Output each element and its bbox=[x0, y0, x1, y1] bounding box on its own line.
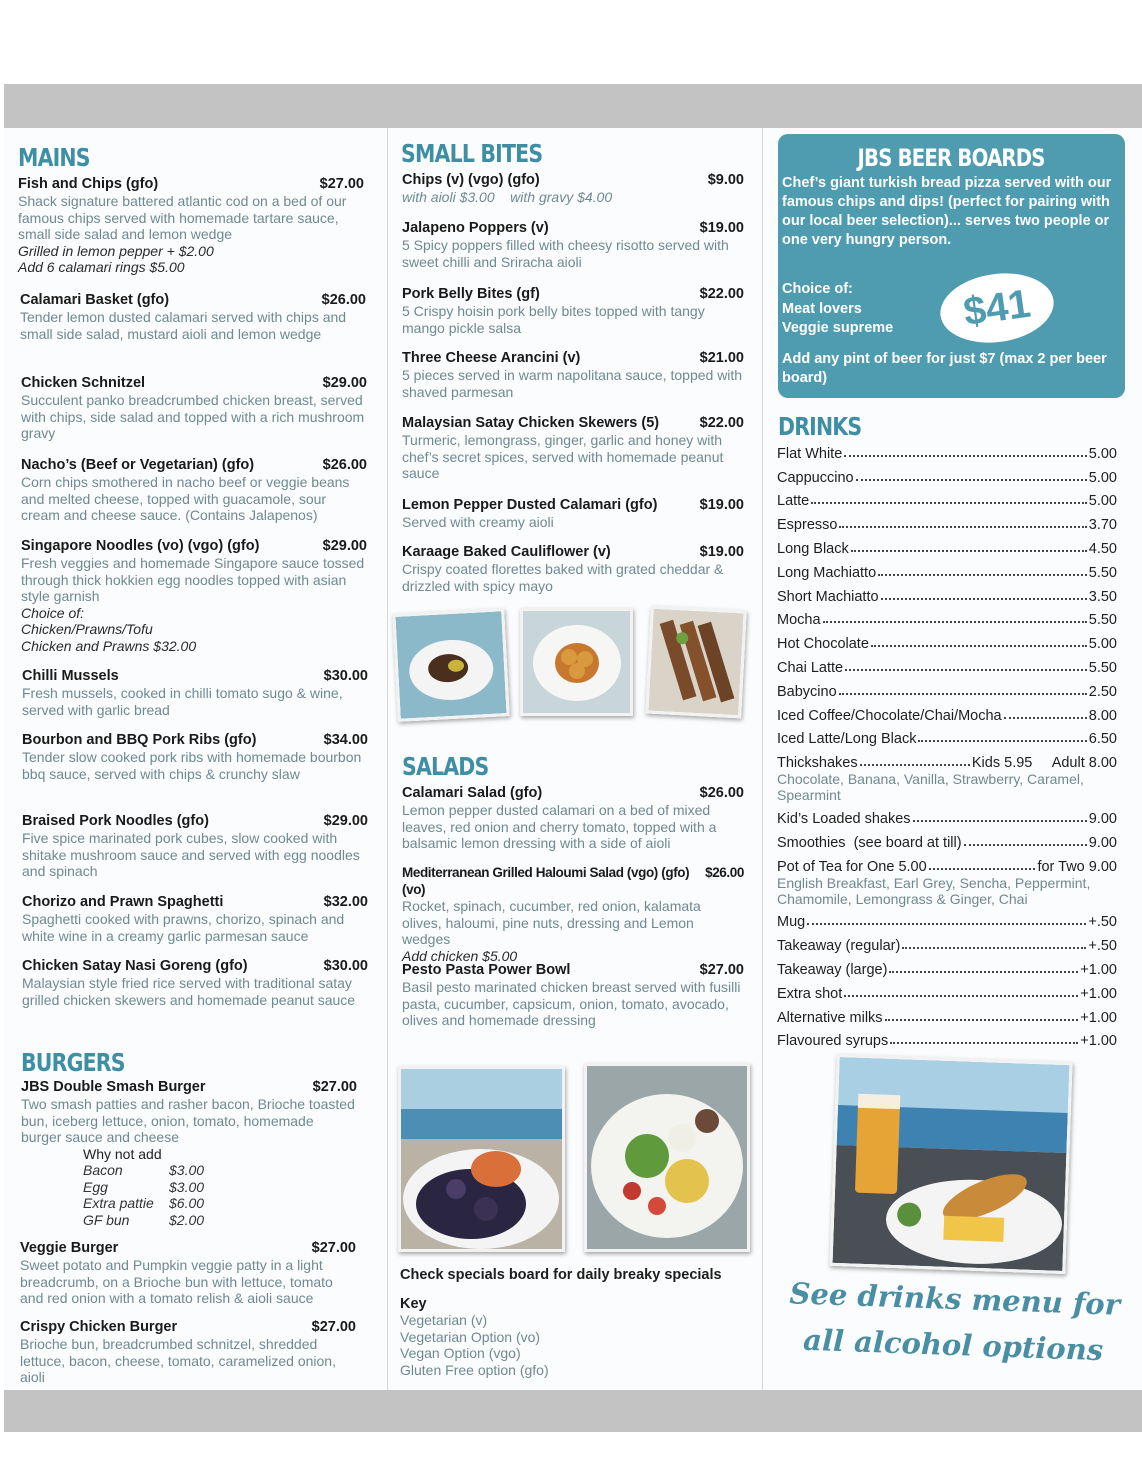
item-price: $27.00 bbox=[311, 1319, 356, 1335]
small-bites-heading: SMALL BITES bbox=[401, 139, 543, 168]
item-name: Pork Belly Bites (gf) bbox=[402, 286, 540, 302]
beer-boards-description: Chef’s giant turkish bread pizza served with our famous chips and dips! (perfect for pairing with our local beer selection)... serves two people or one very hungry person. bbox=[782, 175, 1112, 248]
item-name: JBS Double Smash Burger bbox=[21, 1079, 206, 1095]
item-price: $27.00 bbox=[311, 1240, 356, 1256]
item-description: 5 Crispy hoisin pork belly bites topped with tangy mango pickle salsa bbox=[402, 303, 705, 336]
item-extra: with aioli $3.00 with gravy $4.00 bbox=[402, 189, 613, 205]
item-description: Basil pesto marinated chicken breast served with fusilli pasta, cucumber, capsicum, onion, tomato, avocado, olives and homemade dressing bbox=[402, 979, 741, 1028]
menu-item-chorizo-spaghetti bbox=[22, 894, 368, 944]
drink-row: Pot of Tea for One 5.00 for Two 9.00 bbox=[777, 858, 1117, 875]
item-name: Pesto Pasta Power Bowl bbox=[402, 962, 571, 978]
alcohol-options-note: See drinks menu for all alcohol options bbox=[788, 1276, 1121, 1368]
item-price: $27.00 bbox=[319, 176, 364, 192]
item-description: Rocket, spinach, cucumber, red onion, kalamata olives, haloumi, pine nuts, dressing and Lemon wedges bbox=[402, 898, 701, 947]
item-description: Corn chips smothered in nacho beef or veggie beans and melted cheese, topped with guacamole, sour cream and cheese sauce. (Contains Jalapenos) bbox=[21, 474, 350, 523]
drink-subtext: Chocolate, Banana, Vanilla, Strawberry, Caramel, Spearmint bbox=[777, 771, 1084, 804]
drink-row: Espresso 3.70 bbox=[777, 517, 1117, 534]
item-name: Calamari Salad (gfo) bbox=[402, 785, 543, 801]
menu-item-fish-and-chips bbox=[18, 176, 364, 276]
addon-row: Extra pattie $6.00 bbox=[83, 1195, 205, 1211]
item-name: Chicken Satay Nasi Goreng (gfo) bbox=[22, 958, 248, 974]
salads-heading: SALADS bbox=[402, 752, 489, 781]
drinks-heading: DRINKS bbox=[778, 412, 862, 441]
addon-row: Egg $3.00 bbox=[83, 1178, 205, 1195]
item-extra: Chicken and Prawns $32.00 bbox=[21, 637, 197, 654]
item-price: $21.00 bbox=[699, 350, 744, 366]
food-photo-pork-belly bbox=[392, 608, 509, 722]
burgers-heading: BURGERS bbox=[21, 1048, 125, 1077]
item-extra: Add 6 calamari rings $5.00 bbox=[18, 259, 185, 275]
item-price: $29.00 bbox=[322, 538, 367, 554]
menu-item-lemon-pepper-calamari bbox=[402, 497, 744, 531]
item-name: Nacho’s (Beef or Vegetarian) (gfo) bbox=[21, 457, 255, 473]
drink-row: Takeaway (large) +1.00 bbox=[777, 961, 1117, 978]
item-price: $30.00 bbox=[323, 958, 368, 974]
item-price: $22.00 bbox=[699, 286, 744, 302]
drink-row: Short Machiatto 3.50 bbox=[777, 588, 1117, 605]
item-description: 5 pieces served in warm napolitana sauce, topped with shaved parmesan bbox=[402, 367, 743, 400]
menu-item-nasi-goreng bbox=[22, 958, 368, 1008]
mussels-photo-icon bbox=[401, 1069, 562, 1249]
menu-item-singapore-noodles bbox=[21, 538, 367, 654]
bottom-border-band bbox=[4, 1390, 1142, 1432]
item-description: Malaysian style fried rice served with traditional satay grilled chicken skewers and homemade peanut sauce bbox=[22, 975, 356, 1008]
menu-key-block bbox=[400, 1266, 755, 1378]
item-price: $26.00 bbox=[322, 457, 367, 473]
item-name: Calamari Basket (gfo) bbox=[20, 292, 170, 308]
drink-row: Babycino 2.50 bbox=[777, 683, 1117, 700]
item-description: Spaghetti cooked with prawns, chorizo, spinach and white wine in a creamy garlic parmesan sauce bbox=[22, 911, 345, 944]
item-description: Served with creamy aioli bbox=[402, 514, 554, 530]
satay-photo-icon bbox=[648, 609, 743, 716]
item-name: Malaysian Satay Chicken Skewers (5) bbox=[402, 415, 660, 431]
item-name: Lemon Pepper Dusted Calamari (gfo) bbox=[402, 497, 658, 513]
drink-row: Alternative milks +1.00 bbox=[777, 1009, 1117, 1026]
menu-item-pork-belly-bites bbox=[402, 286, 744, 336]
item-description: Shack signature battered atlantic cod on a bed of our famous chips served with homemade tartare sauce, small side salad and lemon wedge bbox=[18, 193, 347, 242]
item-price: $22.00 bbox=[699, 415, 744, 431]
top-border-band bbox=[4, 84, 1142, 128]
menu-item-karaage-cauliflower bbox=[402, 544, 744, 594]
beer-boards-box bbox=[778, 134, 1125, 398]
item-description: Brioche bun, breadcrumbed schnitzel, shredded lettuce, bacon, cheese, tomato, caramelized onion, aioli bbox=[20, 1336, 336, 1385]
beer-boards-price: $41 bbox=[936, 266, 1058, 349]
beer-boards-choices: Choice of: Meat lovers Veggie supreme bbox=[782, 281, 894, 336]
item-price: $19.00 bbox=[699, 497, 744, 513]
drink-row: Latte 5.00 bbox=[777, 493, 1117, 510]
menu-item-pork-ribs bbox=[22, 732, 368, 782]
item-description: Tender slow cooked pork ribs with homemade bourbon bbq sauce, served with chips & crunchy slaw bbox=[22, 749, 362, 782]
item-name: Fish and Chips (gfo) bbox=[18, 176, 159, 192]
item-name: Karaage Baked Cauliflower (v) bbox=[402, 544, 611, 560]
item-price: $27.00 bbox=[699, 962, 744, 978]
menu-item-double-smash-burger bbox=[21, 1079, 357, 1228]
item-description: Succulent panko breadcrumbed chicken breast, served with chips, side salad and topped with a rich mushroom gravy bbox=[21, 392, 365, 441]
key-item: Vegetarian (v) bbox=[400, 1312, 488, 1328]
item-price: $30.00 bbox=[323, 668, 368, 684]
drink-subtext: English Breakfast, Earl Grey, Sencha, Peppermint, Chamomile, Lemongrass & Ginger, Chai bbox=[777, 874, 1091, 907]
item-extra: Chicken/Prawns/Tofu bbox=[21, 621, 153, 637]
drink-row: Smoothies (see board at till) 9.00 bbox=[777, 834, 1117, 851]
item-price: $32.00 bbox=[323, 894, 368, 910]
menu-item-chips bbox=[402, 172, 744, 206]
pork-belly-photo-icon bbox=[395, 611, 506, 718]
item-price: $19.00 bbox=[699, 544, 744, 560]
addons-heading: Why not add bbox=[83, 1145, 162, 1162]
key-item: Vegetarian Option (vo) bbox=[400, 1328, 541, 1345]
drinks-list bbox=[777, 438, 1117, 1049]
item-extra: Choice of: bbox=[21, 604, 85, 621]
drink-row: Extra shot +1.00 bbox=[777, 985, 1117, 1002]
menu-item-nachos bbox=[21, 457, 367, 524]
item-description: Crispy coated florettes baked with grated cheddar & drizzled with spicy mayo bbox=[402, 561, 724, 594]
item-name: Chilli Mussels bbox=[22, 668, 119, 684]
item-name: Jalapeno Poppers (v) bbox=[402, 220, 549, 236]
food-photo-mussels bbox=[398, 1066, 565, 1252]
food-photo-pasta-bowl bbox=[584, 1063, 750, 1252]
beer-boards-heading: JBS BEER BOARDS bbox=[857, 144, 1046, 172]
item-description: 5 Spicy poppers filled with cheesy risotto served with sweet chilli and Sriracha aioli bbox=[402, 237, 729, 270]
drink-row: Flat White 5.00 bbox=[777, 445, 1117, 462]
item-description: Turmeric, lemongrass, ginger, garlic and honey with chef’s secret spices, served with homemade peanut sauce bbox=[402, 432, 724, 481]
item-price: $34.00 bbox=[323, 732, 368, 748]
menu-item-jalapeno-poppers bbox=[402, 220, 744, 270]
addon-row: GF bun $2.00 bbox=[83, 1211, 205, 1228]
menu-item-crispy-chicken-burger bbox=[20, 1319, 356, 1386]
item-description: Lemon pepper dusted calamari on a bed of mixed leaves, red onion and cherry tomato, topped with a balsamic lemon dressing with a side of aioli bbox=[402, 802, 717, 851]
pasta-bowl-photo-icon bbox=[587, 1066, 747, 1249]
item-description: Sweet potato and Pumpkin veggie patty in a light breadcrumb, on a Brioche bun with lettuce, tomato and red onion with a tomato relish & aioli sauce bbox=[20, 1257, 333, 1306]
drink-row: Iced Coffee/Chocolate/Chai/Mocha 8.00 bbox=[777, 707, 1117, 724]
food-photo-satay-skewers bbox=[645, 606, 747, 719]
menu-item-calamari-salad bbox=[402, 785, 744, 852]
drink-row: Takeaway (regular) +.50 bbox=[777, 938, 1117, 955]
drink-row: Mug +.50 bbox=[777, 914, 1117, 931]
drink-row: Flavoured syrups +1.00 bbox=[777, 1033, 1117, 1050]
key-item: Vegan Option (vgo) bbox=[400, 1345, 521, 1361]
drink-row: Long Black 4.50 bbox=[777, 540, 1117, 557]
item-name: Bourbon and BBQ Pork Ribs (gfo) bbox=[22, 732, 257, 748]
item-price: $29.00 bbox=[323, 813, 368, 829]
drink-row: Kid’s Loaded shakes 9.00 bbox=[777, 810, 1117, 827]
item-description: Fresh veggies and homemade Singapore sauce tossed through thick hokkien egg noodles topped with asian style garnish bbox=[21, 555, 365, 604]
arancini-photo-icon bbox=[523, 611, 630, 713]
drink-row: Iced Latte/Long Black 6.50 bbox=[777, 731, 1117, 748]
menu-item-braised-pork-noodles bbox=[22, 813, 368, 880]
drink-row: Cappuccino 5.00 bbox=[777, 469, 1117, 486]
item-price: $26.00 bbox=[705, 865, 744, 880]
item-price: $29.00 bbox=[322, 375, 367, 391]
drink-row: Chai Latte 5.50 bbox=[777, 659, 1117, 676]
drink-row: Hot Chocolate 5.00 bbox=[777, 636, 1117, 653]
item-description: Fresh mussels, cooked in chilli tomato sugo & wine, served with garlic bread bbox=[22, 685, 343, 718]
item-price: $26.00 bbox=[699, 785, 744, 801]
item-extra: Grilled in lemon pepper + $2.00 bbox=[18, 242, 214, 259]
beer-boards-note: Add any pint of beer for just $7 (max 2 per beer board) bbox=[782, 351, 1107, 386]
specials-note: Check specials board for daily breaky specials bbox=[400, 1267, 722, 1283]
drink-row: Thickshakes Kids 5.95 Adult 8.00 bbox=[777, 755, 1117, 772]
item-name: Veggie Burger bbox=[20, 1240, 119, 1256]
menu-item-haloumi-salad bbox=[402, 864, 744, 964]
menu-item-veggie-burger bbox=[20, 1240, 356, 1307]
menu-item-chilli-mussels bbox=[22, 668, 368, 718]
drink-row: Long Machiatto 5.50 bbox=[777, 564, 1117, 581]
item-name: Singapore Noodles (vo) (vgo) (gfo) bbox=[21, 538, 260, 554]
item-name: Braised Pork Noodles (gfo) bbox=[22, 813, 209, 829]
menu-item-chicken-schnitzel bbox=[21, 375, 367, 442]
item-price: $26.00 bbox=[321, 292, 366, 308]
mains-heading: MAINS bbox=[18, 143, 90, 172]
menu-item-pesto-pasta-bowl bbox=[402, 962, 744, 1029]
beer-fish-photo-icon bbox=[832, 1057, 1069, 1271]
food-photo-arancini bbox=[520, 608, 633, 716]
item-description: Five spice marinated pork cubes, slow cooked with shitake mushroom sauce and served with egg noodles and spinach bbox=[22, 830, 360, 879]
item-price: $9.00 bbox=[707, 172, 744, 188]
key-item: Gluten Free option (gfo) bbox=[400, 1361, 549, 1378]
drink-row: Mocha 5.50 bbox=[777, 612, 1117, 629]
item-extra: Add chicken $5.00 bbox=[402, 947, 518, 964]
key-title: Key bbox=[400, 1296, 427, 1312]
menu-item-satay-skewers bbox=[402, 415, 744, 482]
menu-item-calamari-basket bbox=[20, 292, 366, 342]
item-description: Tender lemon dusted calamari served with chips and small side salad, mustard aioli and lemon wedge bbox=[20, 309, 347, 342]
food-photo-beer-fish-chips bbox=[829, 1054, 1072, 1274]
item-name: Chorizo and Prawn Spaghetti bbox=[22, 894, 224, 910]
item-name: Crispy Chicken Burger bbox=[20, 1319, 178, 1335]
item-name: Three Cheese Arancini (v) bbox=[402, 350, 581, 366]
item-price: $19.00 bbox=[699, 220, 744, 236]
item-name: Mediterranean Grilled Haloumi Salad (vgo) (gfo) (vo) bbox=[402, 865, 690, 897]
item-name: Chicken Schnitzel bbox=[21, 375, 146, 391]
item-price: $27.00 bbox=[312, 1079, 357, 1095]
menu-item-arancini bbox=[402, 350, 744, 400]
burger-addons bbox=[83, 1146, 357, 1229]
item-name: Chips (v) (vgo) (gfo) bbox=[402, 172, 540, 188]
addon-row: Bacon $3.00 bbox=[83, 1162, 205, 1178]
item-description: Two smash patties and rasher bacon, Brioche toasted bun, iceberg lettuce, onion, tomato, homemade burger sauce and cheese bbox=[21, 1096, 355, 1145]
